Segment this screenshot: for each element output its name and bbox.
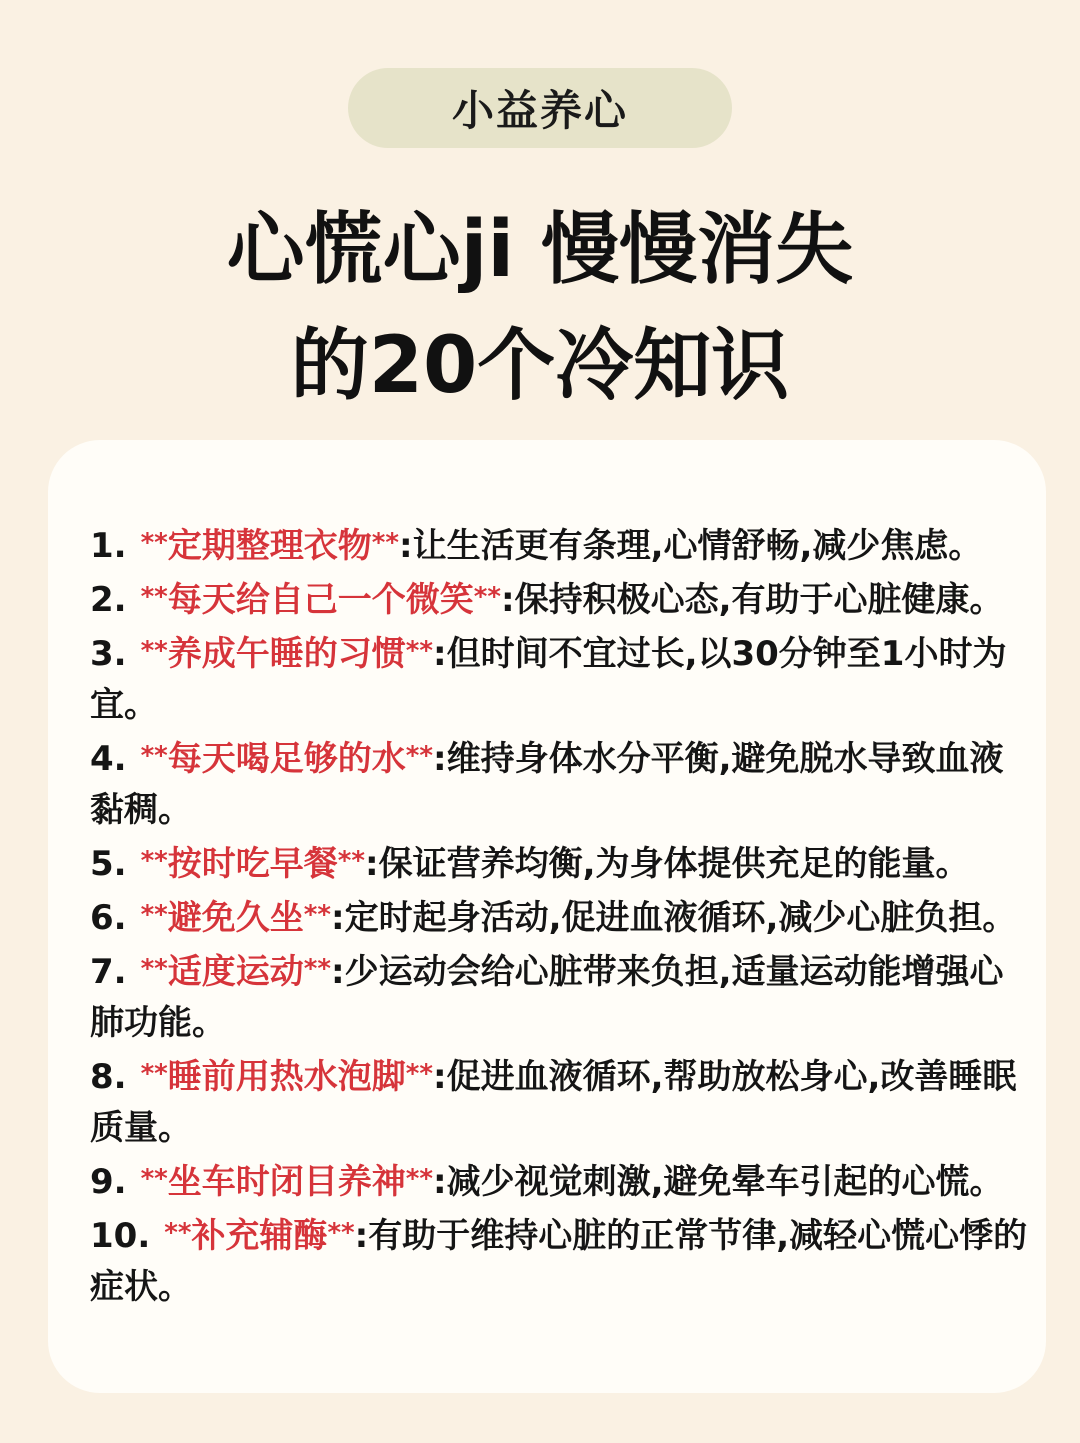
list-item <box>90 1049 1030 1154</box>
item-number: 8. <box>90 1057 127 1097</box>
item-key: 补充辅酶 <box>191 1216 328 1256</box>
asterisk-close: ** <box>405 741 433 771</box>
item-number: 10. <box>90 1216 151 1256</box>
asterisk-close: ** <box>371 528 399 558</box>
list-item <box>90 944 1030 1049</box>
asterisk-open: ** <box>140 846 168 876</box>
item-key: 避免久坐 <box>167 898 304 938</box>
tips-list <box>90 518 1030 1313</box>
item-number: 7. <box>90 952 127 992</box>
item-desc: :促进血液循环,帮助放松身心,改善睡眠质量。 <box>90 1057 1017 1148</box>
list-item <box>90 890 1030 944</box>
asterisk-open: ** <box>140 741 168 771</box>
asterisk-open: ** <box>140 1059 168 1089</box>
item-key: 定期整理衣物 <box>167 526 372 566</box>
item-number: 3. <box>90 634 127 674</box>
asterisk-close: ** <box>405 636 433 666</box>
title-line-1: 心慌心ji 慢慢消失 <box>226 205 854 295</box>
asterisk-close: ** <box>327 1218 355 1248</box>
item-desc: :少运动会给心脏带来负担,适量运动能增强心肺功能。 <box>90 952 1004 1043</box>
item-key: 每天给自己一个微笑 <box>167 580 474 620</box>
asterisk-open: ** <box>140 1164 168 1194</box>
item-key: 睡前用热水泡脚 <box>167 1057 406 1097</box>
item-number: 1. <box>90 526 127 566</box>
list-item <box>90 1154 1030 1208</box>
list-item <box>90 1208 1030 1313</box>
asterisk-open: ** <box>140 582 168 612</box>
item-key: 养成午睡的习惯 <box>167 634 406 674</box>
account-badge: 小益养心 <box>348 68 732 148</box>
item-number: 6. <box>90 898 127 938</box>
asterisk-open: ** <box>140 900 168 930</box>
item-key: 按时吃早餐 <box>167 844 338 884</box>
asterisk-close: ** <box>337 846 365 876</box>
item-desc: :维持身体水分平衡,避免脱水导致血液黏稠。 <box>90 739 1004 830</box>
asterisk-open: ** <box>140 528 168 558</box>
item-desc: :但时间不宜过长,以30分钟至1小时为宜。 <box>90 634 1007 725</box>
item-key: 适度运动 <box>167 952 304 992</box>
item-desc: :减少视觉刺激,避免晕车引起的心慌。 <box>432 1162 1004 1202</box>
item-number: 2. <box>90 580 127 620</box>
item-number: 9. <box>90 1162 127 1202</box>
item-number: 5. <box>90 844 127 884</box>
asterisk-open: ** <box>164 1218 192 1248</box>
item-desc: :定时起身活动,促进血液循环,减少心脏负担。 <box>330 898 1017 938</box>
asterisk-close: ** <box>405 1164 433 1194</box>
asterisk-open: ** <box>140 636 168 666</box>
title-line-2: 的20个冷知识 <box>290 321 790 411</box>
asterisk-close: ** <box>303 954 331 984</box>
asterisk-open: ** <box>140 954 168 984</box>
asterisk-close: ** <box>473 582 501 612</box>
asterisk-close: ** <box>303 900 331 930</box>
item-desc: :让生活更有条理,心情舒畅,减少焦虑。 <box>398 526 983 566</box>
item-desc: :有助于维持心脏的正常节律,减轻心慌心悸的症状。 <box>90 1216 1028 1307</box>
list-item <box>90 572 1030 626</box>
item-desc: :保持积极心态,有助于心脏健康。 <box>500 580 1004 620</box>
list-item <box>90 731 1030 836</box>
list-item <box>90 626 1030 731</box>
item-key: 每天喝足够的水 <box>167 739 406 779</box>
item-key: 坐车时闭目养神 <box>167 1162 406 1202</box>
item-desc: :保证营养均衡,为身体提供充足的能量。 <box>364 844 970 884</box>
list-item <box>90 518 1030 572</box>
item-number: 4. <box>90 739 127 779</box>
asterisk-close: ** <box>405 1059 433 1089</box>
list-item <box>90 836 1030 890</box>
